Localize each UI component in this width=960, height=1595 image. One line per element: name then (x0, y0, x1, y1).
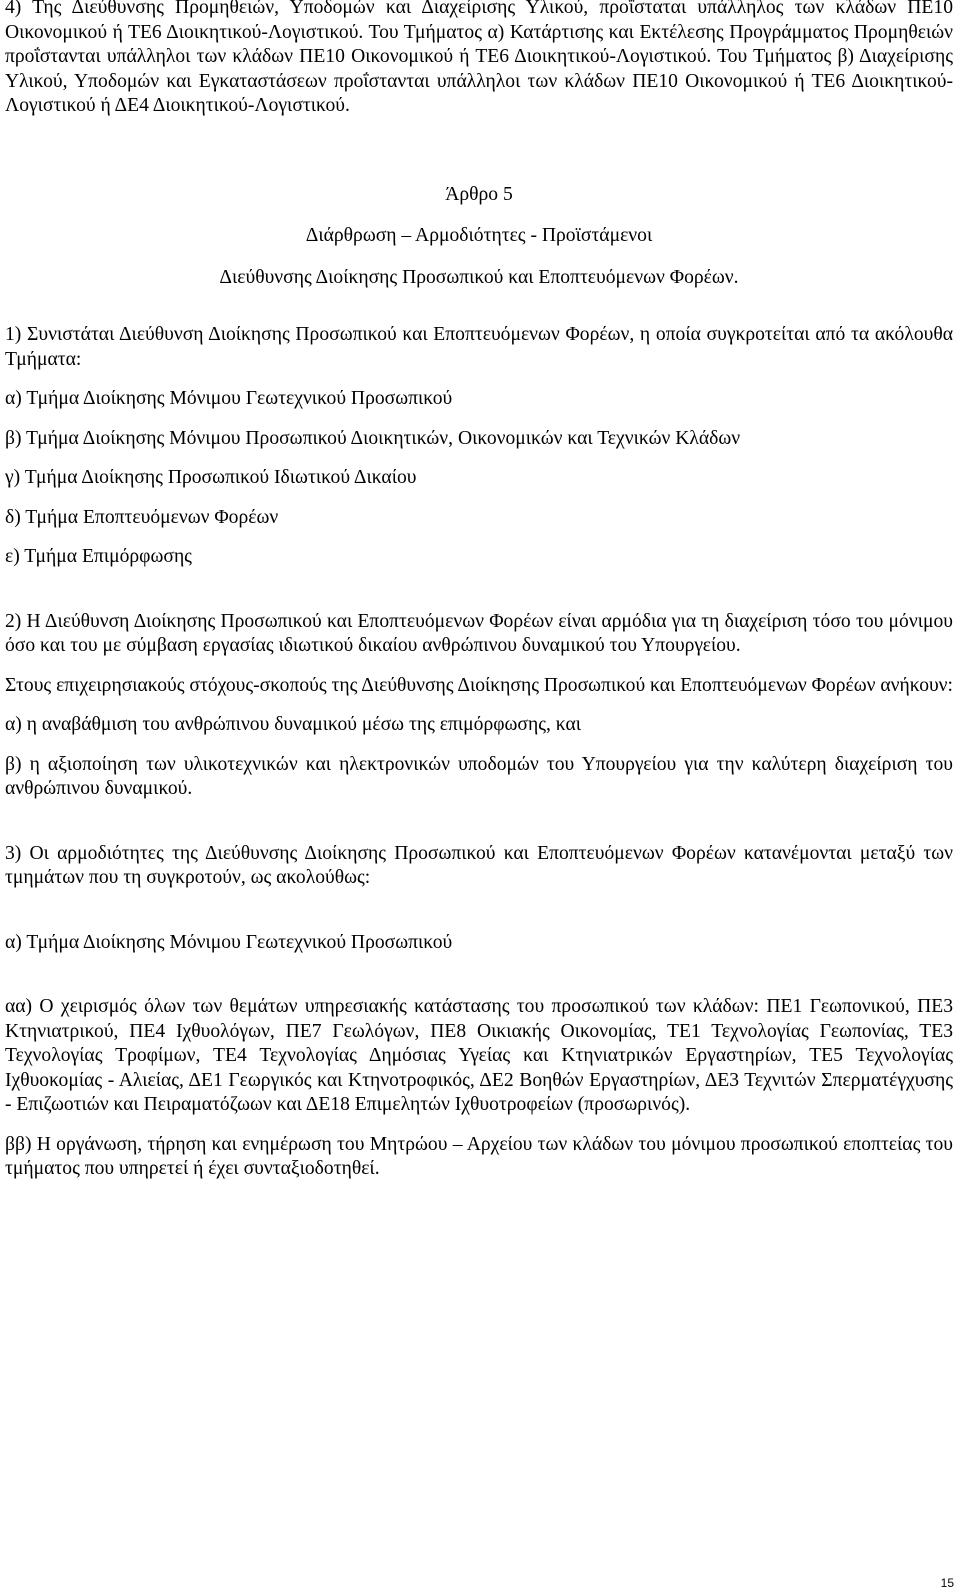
article-subtitle: Διεύθυνσης Διοίκησης Προσωπικού και Εποπτευόμενων Φορέων. (219, 266, 739, 288)
item-bb: ββ) Η οργάνωση, τήρηση και ενημέρωση του Μητρώου – Αρχείου των κλάδων του μόνιμου προσωπικού εποπτείας του τμήματος που υπηρετεί ή έχει συνταξιοδοτηθεί. (5, 1133, 953, 1179)
item-aa: αα) Ο χειρισμός όλων των θεμάτων υπηρεσιακής κατάστασης του προσωπικού των κλάδων: ΠΕ1 Γεωπονικού, ΠΕ3 Κτηνιατρικού, ΠΕ4 Ιχθυολόγων, ΠΕ7 Γεωλόγων, ΠΕ8 Οικιακής Οικονομίας, ΤΕ1 Τεχνολογίας Γεωπονίας, ΤΕ3 Τεχνολογίας Τροφίμων, ΤΕ4 Τεχνολογίας Δημόσιας Υγείας και Κτηνιατρικών Εργαστηρίων, ΤΕ5 Τεχνολογίας Ιχθυοκομίας - Αλιείας, ΔΕ1 Γεωργικός και Κτηνοτροφικός, ΔΕ2 Βοηθών Εργαστηρίων, ΔΕ3 Τεχνιτών Σπερματέγχυσης - Επιζωοτιών και Πειραματόζωων και ΔΕ18 Επιμελητών Ιχθυοτροφείων (προσωρινός). (5, 996, 953, 1115)
paragraph-2: 2) Η Διεύθυνση Διοίκησης Προσωπικού και Εποπτευόμενων Φορέων είναι αρμόδια για τη διαχείριση τόσο του μόνιμου όσο και του με σύμβαση εργασίας ιδιωτικού δικαίου ανθρώπινου δυναμικού του Υπουργείου. (5, 610, 953, 656)
article-title: Διάρθρωση – Αρμοδιότητες - Προϊστάμενοι (305, 225, 653, 246)
page-number: 15 (940, 1576, 954, 1590)
department-item: ε) Τμήμα Επιμόρφωσης (5, 546, 192, 567)
paragraph-3: 3) Οι αρμοδιότητες της Διεύθυνσης Διοίκησης Προσωπικού και Εποπτευόμενων Φορέων κατανέμονται μεταξύ των τμημάτων που τη συγκροτούν, ως ακολούθως: (5, 842, 953, 888)
goal-a: α) η αναβάθμιση του ανθρώπινου δυναμικού μέσω της επιμόρφωσης, και (5, 714, 582, 735)
department-item: β) Τμήμα Διοίκησης Μόνιμου Προσωπικού Διοικητικών, Οικονομικών και Τεχνικών Κλάδων (5, 427, 741, 449)
paragraph-goals: Στους επιχειρησιακούς στόχους-σκοπούς της Διεύθυνσης Διοίκησης Προσωπικού και Εποπτευόμενων Φορέων ανήκουν: (5, 674, 953, 696)
department-item: δ) Τμήμα Εποπτευόμενων Φορέων (5, 506, 279, 528)
paragraph-1: 1) Συνιστάται Διεύθυνση Διοίκησης Προσωπικού και Εποπτευόμενων Φορέων, η οποία συγκροτείται από τα ακόλουθα Τμήματα: (5, 324, 953, 370)
department-item: γ) Τμήμα Διοίκησης Προσωπικού Ιδιωτικού Δικαίου (5, 467, 417, 488)
article-number: Άρθρο 5 (445, 183, 513, 205)
document-body (5, 0, 953, 1182)
goal-b: β) η αξιοποίηση των υλικοτεχνικών και ηλεκτρονικών υποδομών του Υπουργείου για την καλύτερη διαχείριση του ανθρώπινου δυναμικού. (5, 753, 953, 799)
department-item: α) Τμήμα Διοίκησης Μόνιμου Γεωτεχνικού Προσωπικού (5, 388, 453, 409)
paragraph-4-intro: 4) Της Διεύθυνσης Προμηθειών, Υποδομών και Διαχείρισης Υλικού, προΐσταται υπάλληλος των κλάδων ΠΕ10 Οικονομικού ή ΤΕ6 Διοικητικού-Λογιστικού. Του Τμήματος α) Κατάρτισης και Εκτέλεσης Προγράμματος Προμηθειών προΐστανται υπάλληλοι των κλάδων ΠΕ10 Οικονομικού ή ΤΕ6 Διοικητικού-Λογιστικού. Του Τμήματος β) Διαχείρισης Υλικού, Υποδομών και Εγκαταστάσεων προΐστανται υπάλληλοι των κλάδων ΠΕ10 Οικονομικού ή ΤΕ6 Διοικητικού-Λογιστικού ή ΔΕ4 Διοικητικού-Λογιστικού. (5, 0, 953, 116)
department-a-heading: α) Τμήμα Διοίκησης Μόνιμου Γεωτεχνικού Προσωπικού (5, 931, 453, 953)
